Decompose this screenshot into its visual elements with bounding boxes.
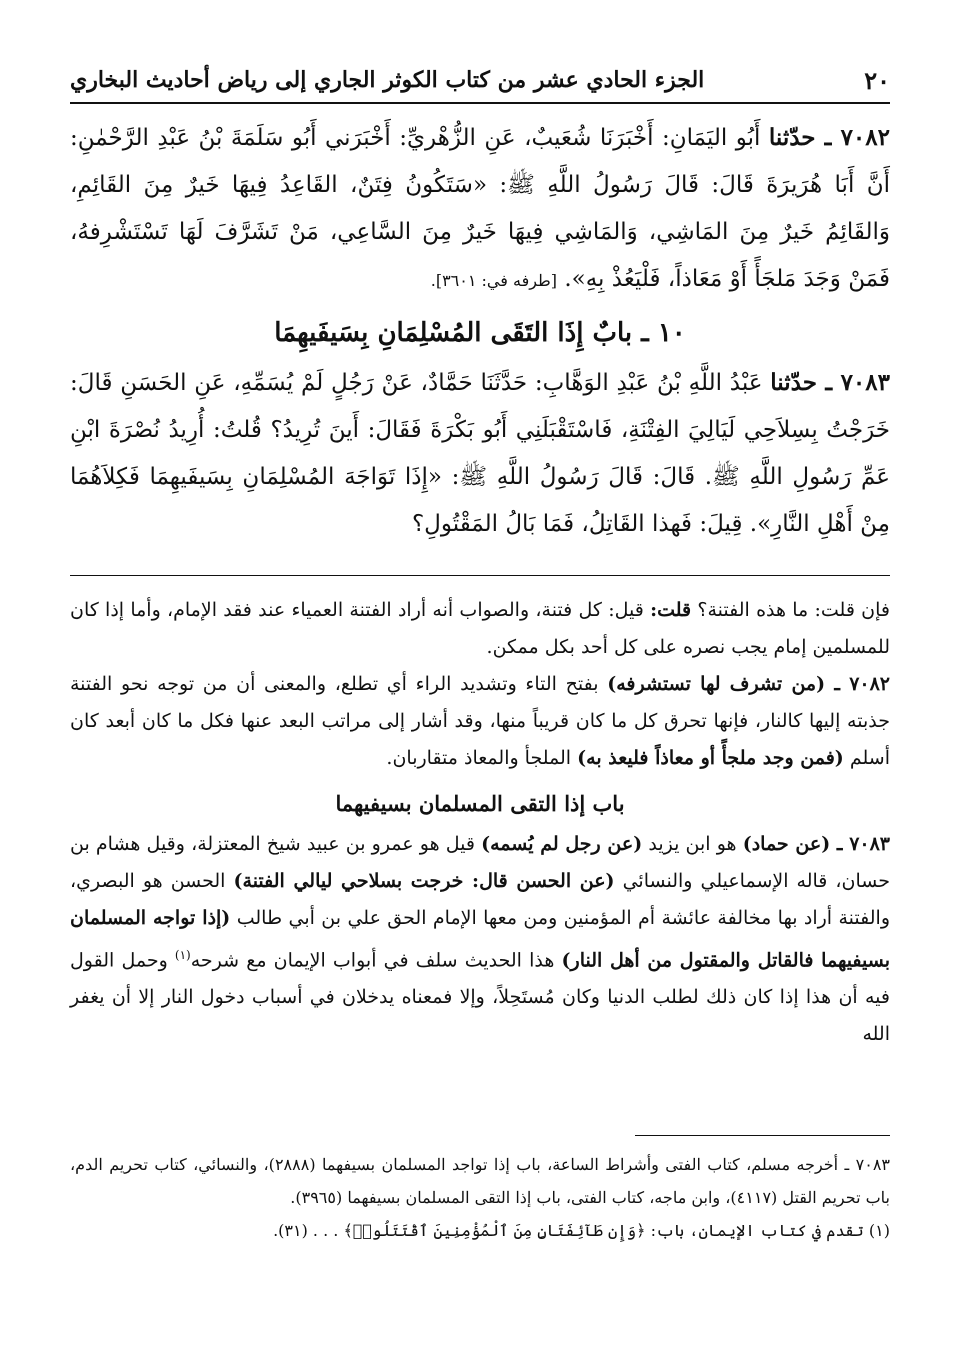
commentary-text: الحسن هو البصري، والفتنة أراد بها مخالفة عائشة أم المؤمنين ومن معها الإمام الحق علي بن أبي طالب bbox=[70, 870, 890, 929]
main-divider bbox=[70, 575, 890, 576]
hadith-7083-number: ٧٠٨٣ ـ حدّثنا bbox=[770, 369, 890, 396]
commentary-bold: ٧٠٨٢ ـ (من تشرف لها تستشرفه) bbox=[607, 673, 891, 695]
chapter-title: ١٠ ـ بابٌ إِذَا التَقَى المُسْلِمَانِ بِسَيفَيهِمَا bbox=[274, 318, 686, 348]
hadith-7082 bbox=[70, 114, 890, 304]
commentary-chapter-title: باب إذا التقى المسلمان بسيفيهما bbox=[335, 791, 625, 816]
commentary-text: قيل: كل فتنة، والصواب أنه أراد الفتنة العمياء عند فقد الإمام، وأما إذا كان للمسلمين إمام يجب نصره على كل أحد بكل ممكن. bbox=[70, 599, 890, 658]
footnote-7083: ٧٠٨٣ ـ أخرجه مسلم، كتاب الفتى وأشراط الساعة، باب إذا تواجد المسلمان بسيفهما (٢٨٨٨)، والنسائي، كتاب تحريم الدم، باب تحريم القتل (٤١١٧)، وابن ماجه، كتاب الفتى، باب إذا التقى المسلمان بسيفهما (٣٩٦٥). bbox=[70, 1155, 891, 1207]
commentary-text: هو ابن يزيد bbox=[648, 833, 737, 855]
footnote-1 bbox=[70, 1214, 890, 1247]
commentary-text: هذا الحديث سلف في أبواب الإيمان مع شرحه bbox=[190, 949, 555, 972]
commentary-bold: (فمن وجد ملجأً أو معاذاً فليعذ به) bbox=[577, 747, 844, 769]
commentary-para-3 bbox=[70, 826, 890, 1053]
commentary-para-1 bbox=[70, 592, 890, 666]
footnote-divider bbox=[635, 1135, 890, 1136]
commentary-bold: قلت: bbox=[650, 599, 692, 621]
commentary-text: فإن قلت: ما هذه الفتنة؟ bbox=[697, 599, 890, 621]
footnote-marker: (١) bbox=[174, 948, 191, 962]
commentary-text: قيل هو عمرو بن عبيد شيخ المعتزلة، وقيل هشام بن حسان، قاله الإسماعيلي والنسائي bbox=[70, 833, 890, 892]
running-header bbox=[70, 58, 890, 104]
commentary-para-2 bbox=[70, 666, 890, 777]
hadith-text bbox=[70, 114, 890, 548]
hadith-7082-number: ٧٠٨٢ ـ حدّثنا bbox=[768, 124, 890, 151]
commentary-text: وحمل القول فيه أن هذا إذا كان ذلك لطلب الدنيا وكان مُستَحِلاً، وإلا فمعناه يدخلان في أسباب دخول النار إلا أن يغفر الله bbox=[70, 949, 890, 1046]
hadith-7082-ref: [طرفه في: ٣٦٠١]. bbox=[430, 271, 558, 290]
hadith-7082-body: أَبُو اليَمَانِ: أَخْبَرَنَا شُعَيبٌ، عَنِ الزُّهْريِّ: أَخْبَرَني أَبُو سَلَمَةَ بْنُ عَبْدِ الرَّحْمٰنِ: أَنَّ أَبَا هُرَيرَةَ قَالَ: قَالَ رَسُولُ اللَّهِ ﷺ: «سَتَكُونُ فِتَنٌ، القَاعِدُ فِيهَا خَيرٌ مِنَ القَائِمِ، وَالقَائِمُ خَيرٌ مِنَ المَاشِي، وَالمَاشِي فِيهَا خَيرٌ مِنَ السَّاعِي، مَنْ تَشَرَّفَ لَهَا تَسْتَشْرِفهُ، فَمَنْ وَجَدَ مَلجَأً أَوْ مَعَاذاً، فَلْيَعُذْ بِهِ». bbox=[70, 125, 890, 292]
footnotes bbox=[70, 1148, 890, 1247]
commentary-bold: ٧٠٨٣ ـ (عن حماد) bbox=[742, 833, 891, 855]
commentary-bold: (عن رجل لم يُسمه) bbox=[481, 833, 643, 855]
commentary-text: بفتح التاء وتشديد الراء أي تطلع، والمعنى أن من توجه نحو الفتنة جذبته إليها كالنار، فإنها تحرق كل ما كان قريباً منها، وقد أشار إلى مراتب البعد عنها فكل ما كان أبعد كان أسلم bbox=[70, 673, 890, 769]
page-number: ٢٠ bbox=[864, 65, 890, 95]
commentary bbox=[70, 592, 890, 1053]
commentary-text: الملجأ والمعاذ متقاربان. bbox=[386, 747, 572, 769]
hadith-7083 bbox=[70, 359, 890, 548]
commentary-bold: (عن الحسن قال: خرجت بسلاحي ليالي الفتنة) bbox=[233, 870, 615, 892]
hadith-7083-body: عَبْدُ اللَّهِ بْنُ عَبْدِ الوَهَّابِ: حَدَّثَنَا حَمَّادٌ، عَنْ رَجُلٍ لَمْ يُسَمِّهِ، عَنِ الحَسَنِ قَالَ: خَرَجْتُ بِسِلاَحِي لَيَالِيَ الفِتْنَةِ، فَاسْتَقْبَلَنِي أَبُو بَكْرَةَ فَقَالَ: أَينَ تُرِيدُ؟ قُلتُ: أُرِيدُ نُصْرَةَ ابْنِ عَمِّ رَسُولِ اللَّهِ ﷺ. قَالَ: قَالَ رَسُولُ اللَّهِ ﷺ: «إِذَا تَوَاجَهَ المُسْلِمَانِ بِسَيفَيهِمَا فَكِلاَهُمَا مِنْ أَهْلِ النَّارِ». قِيلَ: فَهذا القَاتِلُ، فَمَا بَالُ المَقْتُولِ؟ bbox=[70, 370, 890, 537]
commentary-bold: (إذا تواجه المسلمان بسيفيهما فالقاتل والمقتول من أهل النار) bbox=[70, 907, 891, 972]
header-title: الجزء الحادي عشر من كتاب الكوثر الجاري إلى رياض أحاديث البخاري bbox=[70, 67, 705, 93]
footnote-number: (١) bbox=[868, 1221, 890, 1240]
footnote-text: تقدم في كتاب الإيمان، باب: ﴿وَإِن طَآئِفَتَانِ مِنَ ٱلْمُؤْمِنِينَ ٱقْتَتَلُوا۟﴾ . . . (٣١). bbox=[273, 1221, 864, 1240]
